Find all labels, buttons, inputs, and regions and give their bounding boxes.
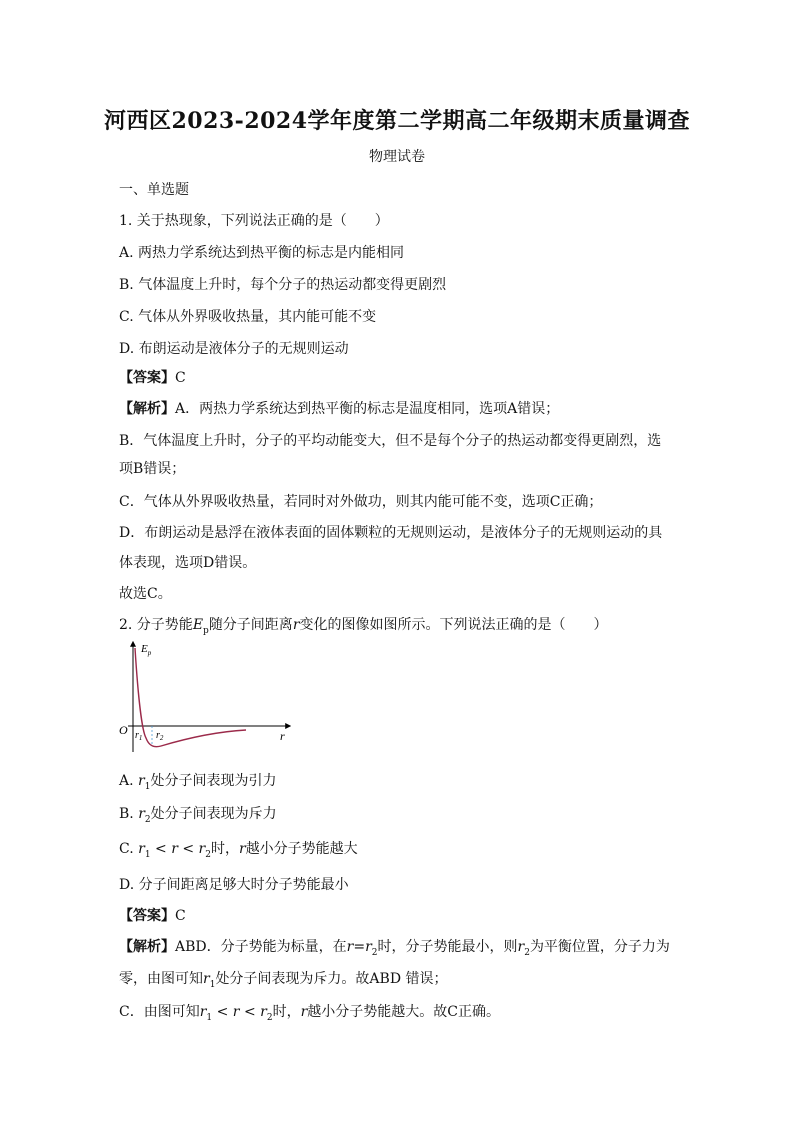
q1-answer <box>119 367 186 387</box>
opt-var: r <box>171 841 178 857</box>
page-title: 河西区2023-2024学年度第二学期高二年级期末质量调查 <box>103 108 691 134</box>
q1-analysis-line: B．气体温度上升时，分子的平均动能变大，但不是每个分子的热运动都变得更剧烈，选 <box>119 433 662 449</box>
stem-var: r <box>292 617 300 633</box>
q1-analysis-line: 项B错误； <box>119 461 186 477</box>
section-heading: 一、单选题 <box>119 182 189 198</box>
analysis-sub: 1 <box>209 979 216 990</box>
r1-label: $r_1$ <box>135 730 143 742</box>
stem-sub: p <box>203 625 209 636</box>
analysis-sub: 2 <box>371 947 378 958</box>
q2-analysis-line <box>119 968 448 990</box>
analysis-var: r <box>199 1004 207 1020</box>
analysis-text: A．两热力学系统达到热平衡的标志是温度相同，选项A错误； <box>175 401 560 417</box>
q1-option-a: A. 两热力学系统达到热平衡的标志是内能相同 <box>119 245 405 261</box>
q2-option-d: D. 分子间距离足够大时分子势能最小 <box>119 877 349 893</box>
opt-sub: 2 <box>205 849 211 860</box>
q2-analysis-line <box>119 936 670 958</box>
analysis-label: 【解析】 <box>119 401 175 417</box>
opt-text: 时， <box>210 841 239 857</box>
q1-analysis-line: D．布朗运动是悬浮在液体表面的固体颗粒的无规则运动，是液体分子的无规则运动的具 <box>119 525 663 541</box>
x-axis-label: r <box>280 729 285 743</box>
answer-label: 【答案】 <box>119 370 175 386</box>
opt-var: r <box>138 841 145 857</box>
opt-text: 处分子间表现为斥力 <box>150 806 277 822</box>
opt-text: 处分子间表现为引力 <box>150 773 277 789</box>
opt-sub: 1 <box>144 849 151 860</box>
q2-option-b <box>119 803 277 825</box>
analysis-var: r <box>365 939 372 955</box>
opt-sub: 1 <box>144 781 151 792</box>
analysis-op: < <box>212 1004 233 1020</box>
stem-var: E <box>192 617 204 633</box>
analysis-text: 为平衡位置，分子力为 <box>529 939 670 955</box>
analysis-var: r <box>346 939 354 955</box>
opt-prefix: B. <box>119 806 139 822</box>
analysis-text: C．由图可知 <box>119 1004 200 1020</box>
analysis-var: r <box>517 939 525 955</box>
q1-analysis-line <box>119 398 559 418</box>
analysis-text: ABD．分子势能为标量，在 <box>175 939 347 955</box>
q1-option-d: D. 布朗运动是液体分子的无规则运动 <box>119 341 349 357</box>
opt-text: 越小分子势能越大 <box>245 841 358 857</box>
origin-label: O <box>119 723 128 737</box>
opt-op: < <box>150 841 172 857</box>
q2-stem <box>119 614 608 636</box>
r2-label: $r_2$ <box>156 730 164 742</box>
analysis-label: 【解析】 <box>119 939 175 955</box>
y-axis-label: $E_p$ <box>141 643 152 657</box>
analysis-op: < <box>239 1004 261 1020</box>
potential-energy-graph <box>116 636 296 756</box>
q2-analysis-line <box>119 1001 500 1023</box>
opt-op: < <box>177 841 199 857</box>
analysis-text: 越小分子势能越大。故C正确。 <box>307 1004 500 1020</box>
opt-var: r <box>138 773 145 789</box>
opt-sub: 2 <box>144 814 151 825</box>
analysis-var: r <box>203 971 210 987</box>
stem-text: 随分子间距离 <box>208 617 293 633</box>
analysis-sub: 2 <box>266 1012 273 1023</box>
analysis-sub: 1 <box>206 1012 213 1023</box>
opt-prefix: A. <box>119 773 139 789</box>
analysis-text: 时，分子势能最小，则 <box>377 939 518 955</box>
q2-answer <box>119 905 186 925</box>
analysis-var: r <box>300 1004 308 1020</box>
q1-analysis-line: 体表现，选项D错误。 <box>119 555 257 571</box>
q2-option-c <box>119 838 358 860</box>
answer-label: 【答案】 <box>119 908 175 924</box>
stem-text: 2. 分子势能 <box>119 617 193 633</box>
answer-value: C <box>175 908 186 924</box>
opt-var: r <box>198 841 206 857</box>
opt-prefix: C. <box>119 841 139 857</box>
analysis-var: r <box>232 1004 240 1020</box>
q1-stem: 1. 关于热现象，下列说法正确的是（ ） <box>119 213 389 229</box>
q1-option-b: B. 气体温度上升时，每个分子的热运动都变得更剧烈 <box>119 277 447 293</box>
page-subtitle: 物理试卷 <box>369 149 425 165</box>
analysis-text: 零，由图可知 <box>119 971 203 987</box>
analysis-text: 时， <box>272 1004 301 1020</box>
analysis-text: = <box>353 939 366 955</box>
opt-var: r <box>138 806 145 822</box>
answer-value: C <box>175 370 186 386</box>
stem-text: 变化的图像如图所示。下列说法正确的是（ ） <box>299 617 608 633</box>
analysis-sub: 2 <box>524 947 530 958</box>
q2-option-a <box>119 770 276 792</box>
opt-var: r <box>238 841 246 857</box>
q1-analysis-line: 故选C。 <box>119 586 172 602</box>
q1-option-c: C. 气体从外界吸收热量，其内能可能不变 <box>119 309 377 325</box>
analysis-text: 处分子间表现为斥力。故ABD 错误； <box>215 971 448 987</box>
q1-analysis-line: C．气体从外界吸收热量，若同时对外做功，则其内能可能不变，选项C正确； <box>119 494 603 510</box>
analysis-var: r <box>260 1004 267 1020</box>
